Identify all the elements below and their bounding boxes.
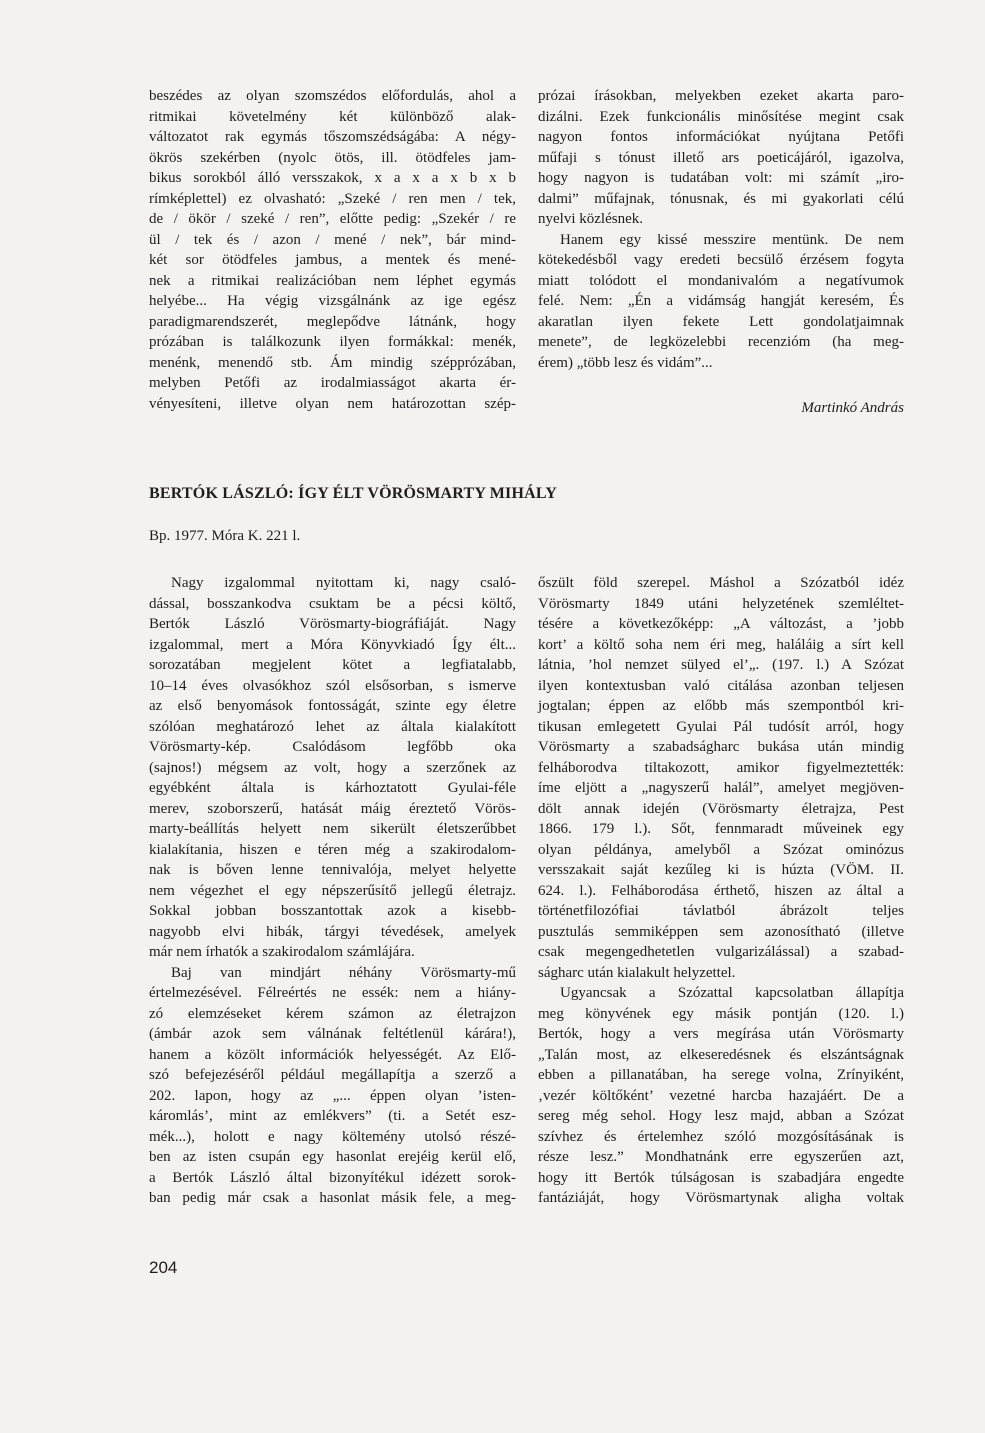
text-line: látnia, ’hol nemzet sülyed el’„. (197. l.) A Szózat xyxy=(538,657,904,673)
text-line: sereg még sehol. Hogy lesz majd, abban a Szózat xyxy=(538,1108,904,1124)
text-line: zó elemzéseket kérem számon az életrajzon xyxy=(149,1005,516,1022)
text-line: része lesz.” Mondhatnánk erre egyszerűen azt, xyxy=(538,1149,904,1165)
text-line: hogy itt Bertók túlságosan is szabadjára engedte xyxy=(538,1169,904,1186)
text-column-bottom-left xyxy=(149,573,516,1209)
text-line: de / ökör / szeké / ren”, előtte pedig: „Szekér / re xyxy=(149,211,516,227)
text-column-top-right xyxy=(538,86,904,373)
text-line: hogy nagyon is tudatában volt: mi számít „iro- xyxy=(538,170,904,186)
text-line: menénk, menendő stb. Ám mindig szépprózában, xyxy=(149,354,516,371)
text-line: őszült föld szerepel. Máshol a Szózatból idéz xyxy=(538,575,904,591)
text-line: Vörösmarty 1849 utáni helyzetének szemléltet- xyxy=(538,595,904,612)
text-line: szólóan meghatározó lehet az általa kialakított xyxy=(149,718,516,735)
text-line: Bertók, hogy a vers megírása után Vörösmarty xyxy=(538,1026,904,1042)
text-line: már nem írhatók a szakirodalom számlájára. xyxy=(149,944,415,960)
text-line: Ugyancsak a Szózattal kapcsolatban állapítja xyxy=(560,985,904,1001)
text-line: ságharc után kialakult helyzettel. xyxy=(538,964,736,981)
text-line: szó befejezéséről például megállapítja a szerző a xyxy=(149,1067,516,1083)
text-line: ilyen kontextusban való citálása azonban teljesen xyxy=(538,677,904,694)
text-line: „Talán most, az elkeseredésnek és elszántságnak xyxy=(538,1046,904,1063)
text-line: vényesíteni, illetve olyan nem határozottan szép- xyxy=(149,395,516,412)
text-line: ban pedig már csak a hasonlat másik fele, a meg- xyxy=(149,1190,516,1206)
text-line: rímképlettel) ez olvasható: „Szeké / ren men / tek, xyxy=(149,190,516,207)
text-line: kötekedésből vagy eredeti becsülő érzésem fogyta xyxy=(538,252,904,268)
text-line: ebben a pillanatában, ha serege volna, Zrínyiként, xyxy=(538,1067,904,1083)
text-line: tikusan emlegetett Gyulai Pál tudósít arról, hogy xyxy=(538,718,904,735)
text-line: akaratlan ilyen fekete Lett gondolatjaimnak xyxy=(538,313,904,330)
text-line: nak is bőven lenne tennivalója, melyet helyette xyxy=(149,862,516,878)
text-line: 624. l.). Felháborodása érthető, hiszen az által a xyxy=(538,882,904,899)
text-line: Sokkal jobban bosszantottak azok a kisebb- xyxy=(149,903,516,919)
text-line: bikus sorokból álló versszakok, x a x a x b x b xyxy=(149,170,516,186)
text-line: pusztulás semmiképpen sem azonosítható (illetve xyxy=(538,923,904,940)
text-column-bottom-right xyxy=(538,573,904,1209)
text-line: hanem a közölt információk helyességét. Az Elő- xyxy=(149,1046,516,1063)
text-line: 1866. 179 l.). Sőt, fennmaradt műveinek egy xyxy=(538,821,904,837)
text-line: tésére a következőképp: „A változást, a ’jobb xyxy=(538,616,904,632)
text-line: helyébe... Ha végig vizsgálnánk az ige egész xyxy=(149,293,516,309)
text-line: izgalommal, mert a Móra Könyvkiadó Így élt... xyxy=(149,636,516,653)
text-line: merev, szoborszerű, hatását máig éreztető Vörös- xyxy=(149,800,516,817)
text-line: olyan példánya, amelyből a Szózat ominózus xyxy=(538,841,904,858)
text-line: értelmezésével. Félreértés ne essék: nem a hiány- xyxy=(149,985,516,1001)
text-line: ritmikai követelmény két különböző alak- xyxy=(149,108,516,125)
text-line: nagyon fontos információkat nyújtana Petőfi xyxy=(538,129,904,145)
text-line: szívhez és értelemhez szóló mozgósításának is xyxy=(538,1128,904,1145)
text-line: miatt tolódott el mondanivalóm a negatívumok xyxy=(538,272,904,289)
text-line: versszakait saját kezűleg ki is húzta (VÖM. II. xyxy=(538,862,904,878)
text-line: Bertók László Vörösmarty-biográfiáját. Nagy xyxy=(149,616,516,632)
text-line: dizálni. Ezek funkcionális minősítése megint csak xyxy=(538,108,904,125)
text-line: dással, bosszankodva csuktam be a pécsi költő, xyxy=(149,595,516,612)
text-line: sorozatában megjelent kötet a legfiatalabb, xyxy=(149,657,516,673)
text-line: csak megengedhetetlen vulgarizálással) a szabad- xyxy=(538,944,904,960)
text-line: jogtalan; éppen az előbb más szempontból kri- xyxy=(538,698,904,714)
text-line: Baj van mindjárt néhány Vörösmarty-mű xyxy=(171,964,516,981)
text-line: történetfilozófiai távlatból ábrázolt teljes xyxy=(538,903,904,919)
text-line: prózai írásokban, melyekben ezeket akarta paro- xyxy=(538,88,904,104)
review-title: BERTÓK LÁSZLÓ: ÍGY ÉLT VÖRÖSMARTY MIHÁLY xyxy=(149,485,558,502)
text-line: felháborodva tiltakozott, amikor figyelmeztették: xyxy=(538,759,904,776)
text-line: meg könyvének egy másik pontján (120. l.) xyxy=(538,1005,904,1022)
text-line: ül / tek és / azon / mené / nek”, bár mind- xyxy=(149,231,516,248)
text-line: Vörösmarty a szabadságharc bukása után mindig xyxy=(538,739,904,755)
text-line: káromlás’, mint az emlékvers” (ti. a Setét esz- xyxy=(149,1108,516,1124)
text-line: nagyobb elvi hibák, tárgyi tévedések, amelyek xyxy=(149,923,516,940)
text-line: érem) „több lesz és vidám”... xyxy=(538,354,713,371)
text-line: íme eljött a „nagyszerű halál”, amelyet megjöven- xyxy=(538,780,904,796)
review-publication-info: Bp. 1977. Móra K. 221 l. xyxy=(149,528,301,544)
text-line: ben az isten csupán egy hasonlat erejéig kerül elő, xyxy=(149,1149,516,1165)
text-line: nem végezhet el egy népszerűsítő jellegű életrajz. xyxy=(149,882,516,899)
text-line: Hanem egy kissé messzire mentünk. De nem xyxy=(560,231,904,248)
text-line: dölt annak idején (Vörösmarty életrajza, Pest xyxy=(538,800,904,817)
text-line: dalmi” műfajnak, tónusnak, és mi gyakorlati célú xyxy=(538,190,904,207)
text-line: melyben Petőfi az irodalmiasságot akarta ér- xyxy=(149,375,516,391)
text-line: műfaji s tónust illető ars poeticájáról, igazolva, xyxy=(538,149,904,166)
text-line: kort’ a költő soha nem éri meg, haláláig a sírt kell xyxy=(538,636,904,653)
text-line: (sajnos!) mégsem az volt, hogy a szerzőnek az xyxy=(149,759,516,776)
text-line: Nagy izgalommal nyitottam ki, nagy csaló- xyxy=(171,575,516,591)
text-line: a Bertók László által bizonyítékul idézett sorok- xyxy=(149,1169,516,1186)
text-line: 202. lapon, hogy az „... éppen olyan ’isten- xyxy=(149,1087,516,1104)
text-line: kialakítania, hiszen e téren még a szakirodalom- xyxy=(149,841,516,858)
text-line: az első benyomások fontosságát, szinte egy életre xyxy=(149,698,516,714)
text-column-top-left xyxy=(149,86,516,414)
text-line: beszédes az olyan szomszédos előfordulás, ahol a xyxy=(149,88,516,104)
text-line: marty-beállítás helyett nem sikerült életszerűbbet xyxy=(149,821,516,837)
reviewer-signature: Martinkó András xyxy=(801,400,904,416)
text-line: Vörösmarty-kép. Csalódásom legfőbb oka xyxy=(149,739,516,755)
text-line: ‚vezér költőként’ vezetné harcba hazajáért. De a xyxy=(538,1087,904,1104)
text-line: prózában is találkozunk ilyen formákkal: menék, xyxy=(149,334,516,350)
text-line: változatot rak egymás tőszomszédságába: A négy- xyxy=(149,129,516,145)
text-line: (ámbár azok sem válnának feltétlenül kárára!), xyxy=(149,1026,516,1042)
text-line: menete”, de legközelebbi recenzióm (ha meg- xyxy=(538,334,904,350)
text-line: mék...), holott e nagy költemény utolsó részé- xyxy=(149,1128,516,1145)
text-line: felé. Nem: „Én a vidámság hangját keresém, És xyxy=(538,293,904,309)
text-line: nek a ritmikai realizációban nem léphet egymás xyxy=(149,272,516,289)
text-line: egyébként általa is kárhoztatott Gyulai-féle xyxy=(149,780,516,796)
text-line: paradigmarendszerét, meglepődve látnánk, hogy xyxy=(149,313,516,330)
text-line: nyelvi közlésnek. xyxy=(538,211,643,227)
text-line: fantáziáját, hogy Vörösmartynak aligha voltak xyxy=(538,1190,904,1206)
text-line: ökrös szekérben (nyolc ötös, ill. ötödfeles jam- xyxy=(149,149,516,166)
page-number: 204 xyxy=(149,1258,178,1277)
text-line: két sor ötödfeles jambus, a mentek és mené- xyxy=(149,252,516,268)
text-line: 10–14 éves olvasókhoz szól elsősorban, s ismerve xyxy=(149,677,516,694)
